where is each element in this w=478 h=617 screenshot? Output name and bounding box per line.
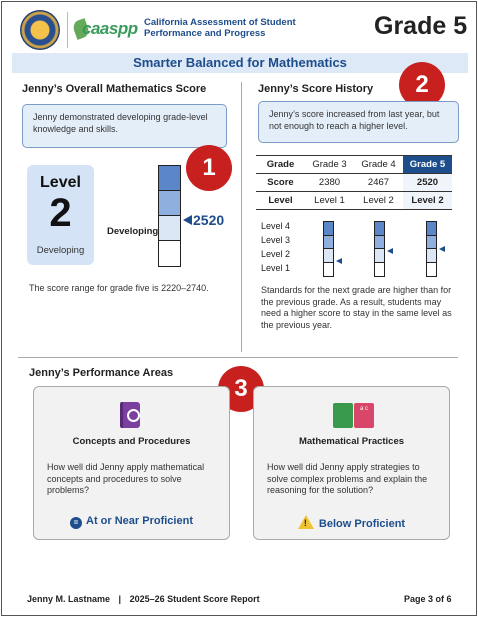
level-descriptor: Developing bbox=[36, 245, 85, 256]
score-history-table bbox=[256, 155, 452, 210]
bar-segment-level2 bbox=[375, 249, 384, 263]
table-row bbox=[256, 192, 452, 210]
bar-segment-level3 bbox=[324, 236, 333, 250]
caaspp-logo-text: caaspp bbox=[82, 19, 138, 38]
table-header-cell: Grade 3 bbox=[305, 156, 354, 174]
bar-level-label: Developing bbox=[107, 226, 159, 237]
table-cell: 2380 bbox=[305, 174, 354, 192]
score-history-title: Jenny’s Score History bbox=[258, 83, 374, 95]
bar-segment-level2 bbox=[427, 249, 436, 263]
bar-segment-level3 bbox=[159, 191, 180, 216]
practices-red-book-icon: a c bbox=[354, 403, 374, 428]
practices-green-book-icon bbox=[333, 403, 353, 428]
table-cell: 2467 bbox=[354, 174, 403, 192]
grade5-pointer-icon bbox=[439, 246, 445, 252]
bar-segment-level4 bbox=[427, 222, 436, 236]
table-cell-current: Level 2 bbox=[403, 192, 452, 210]
overall-level-bar bbox=[158, 165, 181, 267]
table-header-cell: Grade bbox=[256, 156, 305, 174]
grade3-level-bar bbox=[323, 221, 334, 277]
bar-segment-level2 bbox=[159, 216, 180, 241]
table-cell: Level bbox=[256, 192, 305, 210]
card-title: Mathematical Practices bbox=[298, 436, 405, 447]
bar-segment-level1 bbox=[324, 263, 333, 277]
overall-score-title: Jenny’s Overall Mathematics Score bbox=[22, 83, 207, 95]
score-report-page bbox=[1, 1, 477, 616]
caaspp-logo bbox=[74, 17, 138, 41]
history-level-label: Level 2 bbox=[261, 249, 291, 259]
history-level-label: Level 1 bbox=[261, 263, 291, 273]
history-level-label: Level 3 bbox=[261, 235, 291, 245]
table-cell-current: 2520 bbox=[403, 174, 452, 192]
card-result bbox=[254, 515, 449, 530]
footer-student-name: Jenny M. Lastname bbox=[27, 594, 111, 604]
footer-separator: | bbox=[118, 594, 122, 604]
concepts-book-icon bbox=[120, 402, 140, 428]
bar-segment-level4 bbox=[159, 166, 180, 191]
performance-card-practices bbox=[253, 386, 450, 540]
card-result-label: At or Near Proficient bbox=[86, 515, 193, 527]
subject-banner: Smarter Balanced for Mathematics bbox=[12, 53, 468, 73]
bar-segment-level3 bbox=[427, 236, 436, 250]
callout-badge-1: 1 bbox=[186, 145, 232, 191]
grade-title: Grade 5 bbox=[374, 12, 468, 40]
org-title: California Assessment of Student Performance and Progress bbox=[144, 17, 296, 39]
table-row bbox=[256, 156, 452, 174]
callout-badge-3: 3 bbox=[218, 366, 264, 412]
card-title: Concepts and Procedures bbox=[72, 436, 191, 447]
score-range-text: The score range for grade five is 2220–2740. bbox=[29, 283, 209, 293]
table-cell: Level 1 bbox=[305, 192, 354, 210]
history-note: Jenny’s score increased from last year, but not enough to reach a higher level. bbox=[258, 101, 459, 143]
table-header-cell-current: Grade 5 bbox=[403, 156, 452, 174]
grade5-level-bar bbox=[426, 221, 437, 277]
overall-note: Jenny demonstrated developing grade-level knowledge and skills. bbox=[22, 104, 227, 148]
equals-circle-icon: = bbox=[70, 517, 82, 529]
score-pointer-icon bbox=[183, 215, 192, 225]
section-divider-horizontal bbox=[18, 357, 458, 358]
standards-text: Standards for the next grade are higher than for the previous grade. As a result, students may need a higher score to stay in the same level as the previous year. bbox=[261, 285, 452, 330]
table-cell: Level 2 bbox=[354, 192, 403, 210]
table-header-cell: Grade 4 bbox=[354, 156, 403, 174]
footer-page-number: Page 3 of 6 bbox=[404, 594, 452, 604]
callout-badge-2: 2 bbox=[399, 62, 445, 108]
history-level-label: Level 4 bbox=[261, 221, 291, 231]
bar-segment-level1 bbox=[159, 241, 180, 266]
table-row bbox=[256, 174, 452, 192]
bar-segment-level1 bbox=[375, 263, 384, 277]
overall-score-value: 2520 bbox=[193, 212, 225, 228]
grade3-pointer-icon bbox=[336, 258, 342, 264]
warning-icon: ! bbox=[298, 515, 314, 529]
bar-segment-level4 bbox=[375, 222, 384, 236]
level-word: Level bbox=[40, 174, 81, 191]
card-result bbox=[34, 515, 229, 529]
footer-student-info bbox=[27, 594, 260, 604]
performance-card-concepts bbox=[33, 386, 230, 540]
card-result-label: Below Proficient bbox=[318, 518, 406, 530]
california-seal-logo bbox=[20, 10, 60, 50]
level-number: 2 bbox=[49, 191, 72, 235]
bar-segment-level1 bbox=[427, 263, 436, 277]
bar-segment-level3 bbox=[375, 236, 384, 250]
card-question: How well did Jenny apply strategies to solve complex problems and explain the reasoning for the solution? bbox=[267, 462, 428, 495]
performance-areas-title: Jenny’s Performance Areas bbox=[29, 367, 174, 379]
bar-segment-level2 bbox=[324, 249, 333, 263]
table-cell: Score bbox=[256, 174, 305, 192]
section-divider-vertical bbox=[241, 82, 242, 352]
level-box bbox=[27, 165, 94, 265]
header-divider bbox=[67, 12, 68, 48]
grade4-level-bar bbox=[374, 221, 385, 277]
card-question: How well did Jenny apply mathematical concepts and procedures to solve problems? bbox=[47, 462, 205, 495]
grade4-pointer-icon bbox=[387, 248, 393, 254]
bar-segment-level4 bbox=[324, 222, 333, 236]
footer-report-title: 2025–26 Student Score Report bbox=[129, 594, 260, 604]
